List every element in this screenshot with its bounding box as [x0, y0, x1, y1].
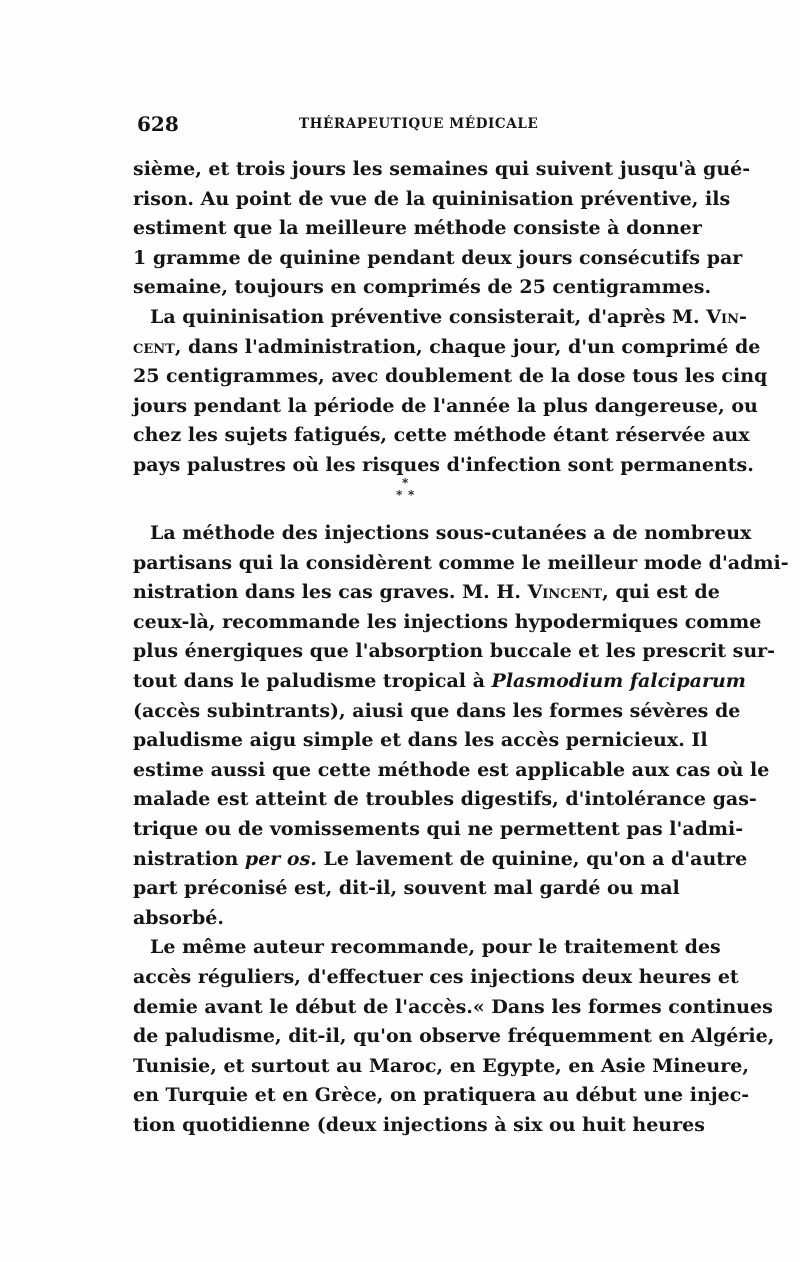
paragraph-4 [133, 933, 775, 1140]
text-line: rison. Au point de vue de la quininisation préventive, ils [133, 187, 731, 210]
text-line: estiment que la meilleure méthode consiste à donner [133, 217, 702, 240]
text-line: plus énergiques que l'absorption buccale et les prescrit sur- [133, 640, 776, 663]
text-line [133, 667, 746, 697]
asterism-separator [380, 476, 440, 520]
text-line: Le même auteur recommande, pour le traitement des [150, 936, 721, 959]
text-line: pays palustres où les risques d'infection sont permanents. [133, 453, 754, 476]
text-fragment: , dans l'administration, chaque jour, d'un comprimé de [174, 335, 761, 358]
text-line: (accès subintrants), aiusi que dans les formes sévères de [133, 699, 741, 722]
text-line: sième, et trois jours les semaines qui suivent jusqu'à gué- [133, 158, 751, 180]
text-line: demie avant le début de l'accès.« Dans les formes continues [133, 995, 773, 1018]
text-line: absorbé. [133, 906, 224, 929]
asterisk-icon: * [402, 476, 409, 490]
text-line: accès réguliers, d'effectuer ces injections deux heures et [133, 965, 739, 988]
running-head: THÉRAPEUTIQUE MÉDICALE [299, 116, 539, 132]
latin-phrase: per os. [244, 847, 317, 870]
page-header [137, 112, 677, 142]
asterisk-icon: * [408, 488, 415, 502]
text-line: Tunisie, et surtout au Maroc, en Egypte, en Asie Mineure, [133, 1054, 749, 1077]
text-line: ceux-là, recommande les injections hypodermiques comme [133, 610, 762, 633]
author-name: Vin- [706, 305, 747, 328]
author-name: cent [133, 335, 175, 358]
text-line [133, 303, 747, 333]
text-line [133, 578, 720, 608]
text-fragment: nistration dans les cas graves. M. H. [133, 581, 528, 604]
text-line: paludisme aigu simple et dans les accès pernicieux. Il [133, 729, 708, 752]
paragraph-3 [133, 519, 789, 933]
text-fragment: Le lavement de quinine, qu'on a d'autre [316, 847, 748, 870]
text-line: jours pendant la période de l'année la plus dangereuse, ou [133, 394, 758, 417]
text-line: tion quotidienne (deux injections à six ou huit heures [133, 1113, 705, 1136]
species-name: Plasmodium falciparum [491, 669, 746, 692]
text-line: 1 gramme de quinine pendant deux jours consécutifs par [133, 246, 743, 269]
body-text-top [133, 155, 768, 481]
text-fragment: La quininisation préventive consisterait, d'après M. [150, 305, 707, 328]
author-name: Vincent [527, 581, 603, 604]
paragraph-1 [133, 155, 751, 303]
text-line: malade est atteint de troubles digestifs, d'intolérance gas- [133, 788, 757, 811]
text-line: partisans qui la considèrent comme le meilleur mode d'admi- [133, 551, 789, 574]
text-fragment: nistration [133, 847, 245, 870]
text-fragment: tout dans le paludisme tropical à [133, 669, 492, 692]
page-number: 628 [137, 112, 179, 136]
text-fragment: , qui est de [602, 581, 720, 604]
text-line: La méthode des injections sous-cutanées a de nombreux [150, 522, 752, 544]
text-line: part préconisé est, dit-il, souvent mal gardé ou mal [133, 877, 680, 900]
asterisk-icon: * [396, 488, 403, 502]
text-line: 25 centigrammes, avec doublement de la dose tous les cinq [133, 365, 768, 388]
text-line: de paludisme, dit-il, qu'on observe fréquemment en Algérie, [133, 1025, 775, 1048]
text-line: trique ou de vomissements qui ne permettent pas l'admi- [133, 817, 744, 840]
text-line [133, 845, 748, 875]
text-line: estime aussi que cette méthode est applicable aux cas où le [133, 758, 770, 781]
text-line: en Turquie et en Grèce, on pratiquera au début une injec- [133, 1084, 750, 1107]
paragraph-2 [133, 303, 768, 481]
text-line [133, 333, 761, 363]
body-text-bottom [133, 519, 789, 1140]
text-line: semaine, toujours en comprimés de 25 centigrammes. [133, 276, 712, 299]
text-line: chez les sujets fatigués, cette méthode étant réservée aux [133, 424, 750, 447]
